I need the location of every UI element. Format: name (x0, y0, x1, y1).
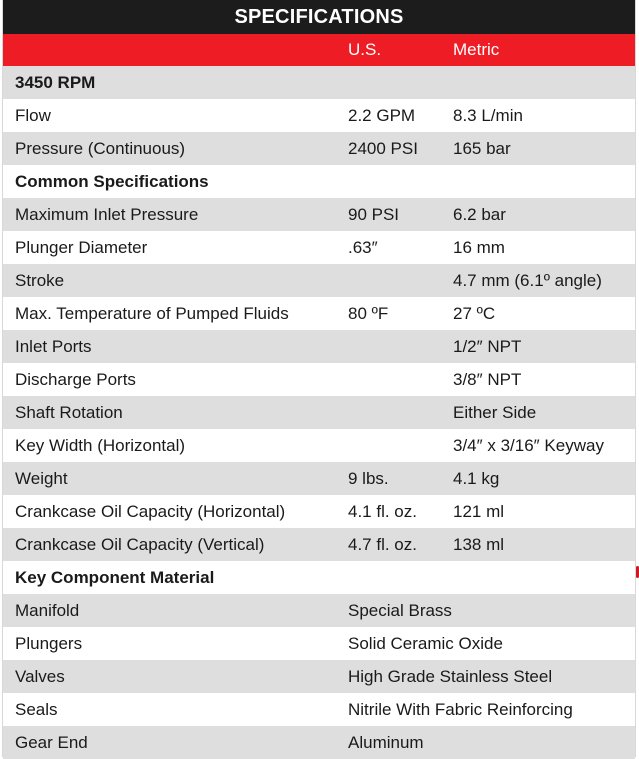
spec-value-us: Solid Ceramic Oxide (348, 633, 503, 653)
spec-value-us: Aluminum (348, 732, 424, 752)
section-title: Key Component Material (15, 567, 215, 587)
spec-value-us: Nitrile With Fabric Reinforcing (348, 699, 573, 719)
spec-value-metric: 16 mm (453, 237, 505, 257)
table-row (3, 231, 635, 264)
table-row (3, 99, 635, 132)
spec-label: Crankcase Oil Capacity (Vertical) (15, 534, 265, 554)
table-row (3, 198, 635, 231)
table-row (3, 528, 635, 561)
spec-label: Stroke (15, 270, 65, 290)
table-row (3, 693, 635, 726)
table-title: SPECIFICATIONS (3, 0, 635, 34)
spec-label: Seals (15, 699, 58, 719)
spec-value-us: 2400 PSI (348, 138, 418, 158)
table-row (3, 396, 635, 429)
table-row (3, 363, 635, 396)
spec-value-us: High Grade Stainless Steel (348, 666, 553, 686)
table-row (3, 429, 635, 462)
spec-label: Shaft Rotation (15, 402, 123, 422)
spec-value-metric: 6.2 bar (453, 204, 506, 224)
spec-label: Crankcase Oil Capacity (Horizontal) (15, 501, 286, 521)
spec-value-us: 9 lbs. (348, 468, 389, 488)
spec-label: Flow (15, 105, 51, 125)
column-header-metric: Metric (453, 40, 500, 59)
spec-value-us: 4.7 fl. oz. (348, 534, 417, 554)
spec-value-metric: 165 bar (453, 138, 511, 158)
spec-value-us: 2.2 GPM (348, 105, 416, 125)
spec-label: Plungers (15, 633, 83, 653)
table-row (3, 264, 635, 297)
spec-value-metric: Either Side (453, 402, 537, 422)
spec-value-metric: 4.1 kg (453, 468, 500, 488)
spec-label: Discharge Ports (15, 369, 136, 389)
spec-value-metric: 4.7 mm (6.1º angle) (453, 270, 602, 290)
spec-value-us: .63″ (348, 237, 378, 257)
spec-label: Maximum Inlet Pressure (15, 204, 199, 224)
spec-value-metric: 27 ºC (453, 303, 496, 323)
spec-label: Weight (15, 468, 68, 488)
spec-value-us: 4.1 fl. oz. (348, 501, 417, 521)
spec-label: Max. Temperature of Pumped Fluids (15, 303, 289, 323)
table-row (3, 660, 635, 693)
table-row (3, 726, 635, 759)
spec-value-metric: 1/2″ NPT (453, 336, 522, 356)
specifications-table (2, 0, 636, 757)
column-header-row (3, 34, 635, 66)
spec-value-metric: 121 ml (453, 501, 505, 521)
table-body (3, 66, 635, 759)
section-header-row (3, 66, 635, 99)
spec-value-us: Special Brass (348, 600, 452, 620)
table-row (3, 594, 635, 627)
column-header-us: U.S. (348, 40, 382, 59)
table-row (3, 495, 635, 528)
spec-value-us: 80 ºF (348, 303, 389, 323)
spec-label: Manifold (15, 600, 80, 620)
section-title: Common Specifications (15, 171, 209, 191)
table-row (3, 297, 635, 330)
spec-value-metric: 3/8″ NPT (453, 369, 522, 389)
spec-label: Plunger Diameter (15, 237, 148, 257)
spec-value-us: 90 PSI (348, 204, 400, 224)
table-row (3, 132, 635, 165)
section-header-row (3, 561, 635, 594)
spec-label: Pressure (Continuous) (15, 138, 186, 158)
spec-label: Gear End (15, 732, 88, 752)
table-row (3, 330, 635, 363)
spec-label: Inlet Ports (15, 336, 92, 356)
section-header-row (3, 165, 635, 198)
spec-value-metric: 138 ml (453, 534, 505, 554)
spec-value-metric: 8.3 L/min (453, 105, 523, 125)
spec-value-metric: 3/4″ x 3/16″ Keyway (453, 435, 604, 455)
section-title: 3450 RPM (15, 72, 96, 92)
table-row (3, 627, 635, 660)
spec-label: Valves (15, 666, 65, 686)
table-row (3, 462, 635, 495)
spec-label: Key Width (Horizontal) (15, 435, 186, 455)
